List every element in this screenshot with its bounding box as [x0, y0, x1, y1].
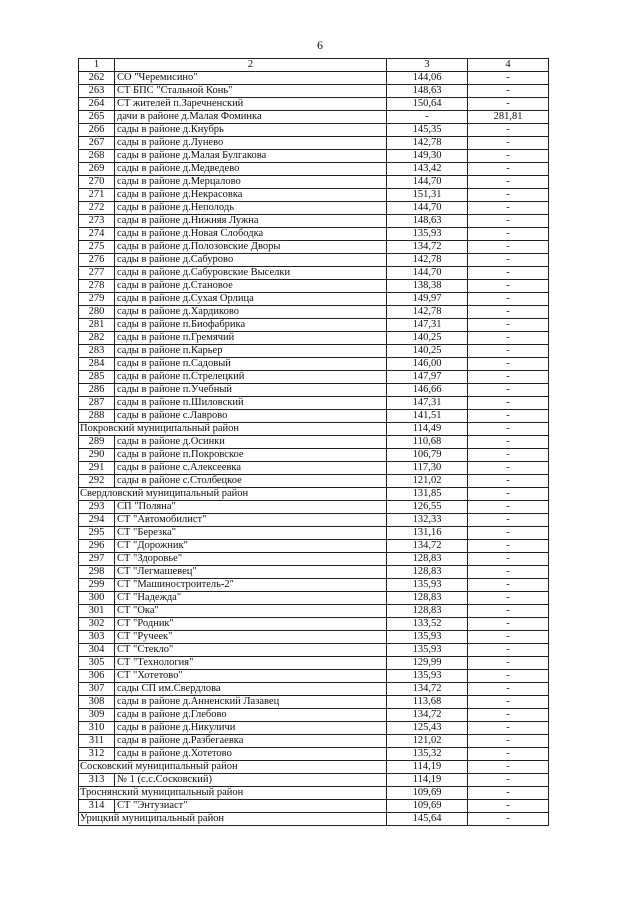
row-name: сады в районе д.Осинки — [115, 436, 387, 449]
value-col3: 135,32 — [387, 748, 468, 761]
row-number: 282 — [79, 332, 115, 345]
value-col3: 128,83 — [387, 605, 468, 618]
header-cell: 3 — [387, 59, 468, 72]
value-col3: 146,66 — [387, 384, 468, 397]
row-name: СТ "Родник" — [115, 618, 387, 631]
table-row — [79, 670, 549, 683]
header-cell: 2 — [115, 59, 387, 72]
row-number: 287 — [79, 397, 115, 410]
row-number: 286 — [79, 384, 115, 397]
value-col4: - — [468, 202, 549, 215]
value-col4: - — [468, 605, 549, 618]
row-number: 272 — [79, 202, 115, 215]
value-col3: 134,72 — [387, 241, 468, 254]
row-number: 304 — [79, 644, 115, 657]
row-number: 303 — [79, 631, 115, 644]
row-name: сады в районе д.Некрасовка — [115, 189, 387, 202]
row-name: СТ "Ока" — [115, 605, 387, 618]
value-col4: - — [468, 124, 549, 137]
value-col3: 144,70 — [387, 176, 468, 189]
table-row — [79, 176, 549, 189]
value-col4: - — [468, 527, 549, 540]
row-number: 270 — [79, 176, 115, 189]
value-col4: - — [468, 774, 549, 787]
row-name: СТ "Стекло" — [115, 644, 387, 657]
table-row — [79, 189, 549, 202]
value-col3: 135,93 — [387, 228, 468, 241]
row-number: 312 — [79, 748, 115, 761]
table-row — [79, 579, 549, 592]
row-number: 301 — [79, 605, 115, 618]
value-col3: 132,33 — [387, 514, 468, 527]
row-name: сады в районе д.Хардиково — [115, 306, 387, 319]
table-row — [79, 774, 549, 787]
row-number: 267 — [79, 137, 115, 150]
value-col4: - — [468, 176, 549, 189]
row-name: сады в районе п.Гремячий — [115, 332, 387, 345]
table-row — [79, 722, 549, 735]
value-col4: - — [468, 579, 549, 592]
value-col4: - — [468, 280, 549, 293]
row-name: СТ "Технология" — [115, 657, 387, 670]
value-col3: 128,83 — [387, 592, 468, 605]
district-name: Урицкий муниципальный район — [79, 813, 387, 826]
value-col3: 126,55 — [387, 501, 468, 514]
table-row — [79, 501, 549, 514]
value-col3: 147,31 — [387, 319, 468, 332]
row-number: 296 — [79, 540, 115, 553]
value-col3: 129,99 — [387, 657, 468, 670]
value-col4: - — [468, 670, 549, 683]
row-number: 273 — [79, 215, 115, 228]
value-col3: 145,35 — [387, 124, 468, 137]
table-row — [79, 293, 549, 306]
district-name: Сосковский муниципальный район — [79, 761, 387, 774]
value-col3: 142,78 — [387, 254, 468, 267]
data-table — [78, 58, 549, 826]
value-col3: 121,02 — [387, 475, 468, 488]
row-name: сады в районе с.Лаврово — [115, 410, 387, 423]
table-row — [79, 371, 549, 384]
row-name: сады в районе д.Новая Слободка — [115, 228, 387, 241]
row-name: сады в районе д.Сабурово — [115, 254, 387, 267]
value-col4: - — [468, 254, 549, 267]
value-col3: 113,68 — [387, 696, 468, 709]
table-row — [79, 202, 549, 215]
table-row — [79, 657, 549, 670]
value-col4: - — [468, 488, 549, 501]
row-number: 283 — [79, 345, 115, 358]
value-col4: - — [468, 150, 549, 163]
row-number: 288 — [79, 410, 115, 423]
value-col3: 151,31 — [387, 189, 468, 202]
table-row — [79, 85, 549, 98]
value-col3: 135,93 — [387, 670, 468, 683]
table-row — [79, 163, 549, 176]
row-number: 269 — [79, 163, 115, 176]
row-number: 292 — [79, 475, 115, 488]
row-name: сады в районе д.Мерцалово — [115, 176, 387, 189]
row-name: сады в районе д.Кнубрь — [115, 124, 387, 137]
value-col4: - — [468, 72, 549, 85]
value-col3: 135,93 — [387, 579, 468, 592]
value-col3: 148,63 — [387, 85, 468, 98]
value-col3: 135,93 — [387, 644, 468, 657]
group-row — [79, 761, 549, 774]
value-col3: 140,25 — [387, 332, 468, 345]
row-name: сады в районе с.Алексеевка — [115, 462, 387, 475]
group-row — [79, 423, 549, 436]
value-col4: - — [468, 657, 549, 670]
table-row — [79, 527, 549, 540]
row-name: СТ "Машиностроитель-2" — [115, 579, 387, 592]
row-name: сады в районе д.Малая Булгакова — [115, 150, 387, 163]
value-col3: 135,93 — [387, 631, 468, 644]
row-name: сады в районе д.Нижняя Лужна — [115, 215, 387, 228]
table-header-row — [79, 59, 549, 72]
value-col3: 121,02 — [387, 735, 468, 748]
value-col3: 110,68 — [387, 436, 468, 449]
table-row — [79, 397, 549, 410]
table-row — [79, 683, 549, 696]
row-number: 290 — [79, 449, 115, 462]
row-number: 278 — [79, 280, 115, 293]
page-number: 6 — [317, 38, 323, 52]
value-col4: - — [468, 436, 549, 449]
row-number: 300 — [79, 592, 115, 605]
table-row — [79, 514, 549, 527]
table-row — [79, 267, 549, 280]
row-number: 277 — [79, 267, 115, 280]
table-row — [79, 540, 549, 553]
value-col4: - — [468, 189, 549, 202]
value-col3: 144,06 — [387, 72, 468, 85]
row-number: 268 — [79, 150, 115, 163]
row-name: сады в районе д.Глебово — [115, 709, 387, 722]
value-col4: - — [468, 761, 549, 774]
value-col4: - — [468, 267, 549, 280]
value-col3: 145,64 — [387, 813, 468, 826]
value-col3: 133,52 — [387, 618, 468, 631]
row-number: 310 — [79, 722, 115, 735]
district-name: Покровский муниципальный район — [79, 423, 387, 436]
value-col3: 109,69 — [387, 800, 468, 813]
row-name: сады в районе д.Сабуровские Выселки — [115, 267, 387, 280]
table-row — [79, 254, 549, 267]
row-number: 306 — [79, 670, 115, 683]
value-col4: - — [468, 696, 549, 709]
row-name: сады в районе д.Разбегаевка — [115, 735, 387, 748]
value-col4: - — [468, 709, 549, 722]
table-row — [79, 111, 549, 124]
value-col4: - — [468, 475, 549, 488]
value-col4: - — [468, 462, 549, 475]
row-name: сады в районе д.Становое — [115, 280, 387, 293]
row-number: 263 — [79, 85, 115, 98]
table-row — [79, 306, 549, 319]
table-row — [79, 748, 549, 761]
value-col3: 142,78 — [387, 137, 468, 150]
table-row — [79, 215, 549, 228]
value-col4: - — [468, 98, 549, 111]
row-name: СТ "Хотетово" — [115, 670, 387, 683]
table-row — [79, 631, 549, 644]
table-row — [79, 644, 549, 657]
header-cell: 1 — [79, 59, 115, 72]
value-col4: - — [468, 683, 549, 696]
value-col4: - — [468, 215, 549, 228]
value-col3: 109,69 — [387, 787, 468, 800]
row-number: 307 — [79, 683, 115, 696]
value-col3: 128,83 — [387, 566, 468, 579]
value-col3: 134,72 — [387, 540, 468, 553]
table-row — [79, 592, 549, 605]
value-col3: 147,31 — [387, 397, 468, 410]
value-col3: 117,30 — [387, 462, 468, 475]
value-col4: - — [468, 384, 549, 397]
value-col3: 141,51 — [387, 410, 468, 423]
district-name: Троснянский муниципальный район — [79, 787, 387, 800]
table-row — [79, 384, 549, 397]
row-name: сады в районе п.Стрелецкий — [115, 371, 387, 384]
row-number: 313 — [79, 774, 115, 787]
value-col3: 128,83 — [387, 553, 468, 566]
value-col4: - — [468, 163, 549, 176]
table-row — [79, 605, 549, 618]
row-name: № 1 (с.с.Сосковский) — [115, 774, 387, 787]
row-name: сады в районе д.Полозовские Дворы — [115, 241, 387, 254]
row-name: СТ "Надежда" — [115, 592, 387, 605]
district-name: Свердловский муниципальный район — [79, 488, 387, 501]
row-name: СТ "Энтузиаст" — [115, 800, 387, 813]
value-col4: - — [468, 813, 549, 826]
value-col3: 106,79 — [387, 449, 468, 462]
row-number: 281 — [79, 319, 115, 332]
value-col4: - — [468, 735, 549, 748]
value-col3: 148,63 — [387, 215, 468, 228]
row-name: сады в районе п.Учебный — [115, 384, 387, 397]
value-col4: - — [468, 332, 549, 345]
value-col4: - — [468, 293, 549, 306]
table-row — [79, 150, 549, 163]
table-row — [79, 280, 549, 293]
table-row — [79, 228, 549, 241]
row-name: дачи в районе д.Малая Фоминка — [115, 111, 387, 124]
table-row — [79, 410, 549, 423]
value-col3: 140,25 — [387, 345, 468, 358]
value-col4: - — [468, 345, 549, 358]
value-col4: 281,81 — [468, 111, 549, 124]
row-name: сады в районе д.Неполодь — [115, 202, 387, 215]
row-number: 314 — [79, 800, 115, 813]
row-name: СТ "Березка" — [115, 527, 387, 540]
value-col4: - — [468, 631, 549, 644]
row-name: СТ "Легмашевец" — [115, 566, 387, 579]
table-row — [79, 319, 549, 332]
value-col3: 142,78 — [387, 306, 468, 319]
value-col3: 114,19 — [387, 761, 468, 774]
row-name: сады в районе д.Анненский Лазавец — [115, 696, 387, 709]
value-col4: - — [468, 410, 549, 423]
row-number: 308 — [79, 696, 115, 709]
row-number: 298 — [79, 566, 115, 579]
row-name: сады в районе д.Медведево — [115, 163, 387, 176]
value-col4: - — [468, 371, 549, 384]
row-name: сады в районе п.Покровское — [115, 449, 387, 462]
value-col4: - — [468, 800, 549, 813]
value-col3: 131,16 — [387, 527, 468, 540]
row-name: сады в районе п.Карьер — [115, 345, 387, 358]
table-row — [79, 566, 549, 579]
value-col4: - — [468, 722, 549, 735]
value-col3: 114,19 — [387, 774, 468, 787]
table-row — [79, 241, 549, 254]
row-name: СТ "Дорожник" — [115, 540, 387, 553]
table-row — [79, 137, 549, 150]
table-row — [79, 800, 549, 813]
row-number: 264 — [79, 98, 115, 111]
value-col3: 149,97 — [387, 293, 468, 306]
value-col4: - — [468, 423, 549, 436]
group-row — [79, 488, 549, 501]
row-number: 274 — [79, 228, 115, 241]
row-name: СО "Черемисино" — [115, 72, 387, 85]
group-row — [79, 813, 549, 826]
table-row — [79, 98, 549, 111]
row-name: сады в районе д.Хотетово — [115, 748, 387, 761]
value-col4: - — [468, 644, 549, 657]
value-col3: 146,00 — [387, 358, 468, 371]
value-col4: - — [468, 748, 549, 761]
row-name: СП "Поляна" — [115, 501, 387, 514]
row-number: 265 — [79, 111, 115, 124]
row-number: 262 — [79, 72, 115, 85]
value-col4: - — [468, 358, 549, 371]
value-col4: - — [468, 592, 549, 605]
row-number: 311 — [79, 735, 115, 748]
row-number: 271 — [79, 189, 115, 202]
table-row — [79, 735, 549, 748]
value-col3: 147,97 — [387, 371, 468, 384]
row-name: СТ "Здоровье" — [115, 553, 387, 566]
value-col4: - — [468, 618, 549, 631]
row-name: сады в районе п.Шиловский — [115, 397, 387, 410]
row-number: 266 — [79, 124, 115, 137]
table-row — [79, 358, 549, 371]
value-col3: 149,30 — [387, 150, 468, 163]
table-row — [79, 72, 549, 85]
row-name: сады в районе д.Лунево — [115, 137, 387, 150]
row-name: СТ БПС "Стальной Конь" — [115, 85, 387, 98]
row-number: 302 — [79, 618, 115, 631]
value-col4: - — [468, 137, 549, 150]
value-col3: 144,70 — [387, 267, 468, 280]
row-name: сады в районе п.Садовый — [115, 358, 387, 371]
value-col4: - — [468, 241, 549, 254]
value-col3: 138,38 — [387, 280, 468, 293]
table-row — [79, 475, 549, 488]
row-number: 275 — [79, 241, 115, 254]
table-row — [79, 332, 549, 345]
value-col4: - — [468, 553, 549, 566]
row-number: 299 — [79, 579, 115, 592]
row-number: 309 — [79, 709, 115, 722]
value-col3: 114,49 — [387, 423, 468, 436]
row-number: 276 — [79, 254, 115, 267]
value-col4: - — [468, 787, 549, 800]
value-col4: - — [468, 449, 549, 462]
row-number: 305 — [79, 657, 115, 670]
value-col4: - — [468, 540, 549, 553]
row-number: 295 — [79, 527, 115, 540]
row-name: сады СП им.Свердлова — [115, 683, 387, 696]
value-col3: 134,72 — [387, 709, 468, 722]
value-col3: 134,72 — [387, 683, 468, 696]
row-number: 297 — [79, 553, 115, 566]
row-name: СТ "Ручеек" — [115, 631, 387, 644]
value-col4: - — [468, 85, 549, 98]
table-row — [79, 696, 549, 709]
row-name: сады в районе п.Биофабрика — [115, 319, 387, 332]
row-number: 285 — [79, 371, 115, 384]
value-col4: - — [468, 566, 549, 579]
value-col4: - — [468, 397, 549, 410]
row-number: 284 — [79, 358, 115, 371]
header-cell: 4 — [468, 59, 549, 72]
table-row — [79, 436, 549, 449]
row-name: сады в районе д.Сухая Орлица — [115, 293, 387, 306]
row-number: 294 — [79, 514, 115, 527]
value-col3: 131,85 — [387, 488, 468, 501]
table-row — [79, 124, 549, 137]
value-col3: - — [387, 111, 468, 124]
row-name: сады в районе д.Никуличи — [115, 722, 387, 735]
table-row — [79, 345, 549, 358]
row-number: 279 — [79, 293, 115, 306]
row-number: 293 — [79, 501, 115, 514]
value-col4: - — [468, 306, 549, 319]
value-col3: 125,43 — [387, 722, 468, 735]
value-col3: 144,70 — [387, 202, 468, 215]
row-number: 289 — [79, 436, 115, 449]
value-col3: 143,42 — [387, 163, 468, 176]
row-name: сады в районе с.Столбецкое — [115, 475, 387, 488]
row-number: 291 — [79, 462, 115, 475]
row-name: СТ "Автомобилист" — [115, 514, 387, 527]
table-row — [79, 449, 549, 462]
table-row — [79, 709, 549, 722]
value-col4: - — [468, 501, 549, 514]
value-col4: - — [468, 228, 549, 241]
row-name: СТ жителей п.Заречненский — [115, 98, 387, 111]
value-col3: 150,64 — [387, 98, 468, 111]
table-row — [79, 462, 549, 475]
value-col4: - — [468, 319, 549, 332]
table-row — [79, 618, 549, 631]
table-row — [79, 553, 549, 566]
value-col4: - — [468, 514, 549, 527]
row-number: 280 — [79, 306, 115, 319]
group-row — [79, 787, 549, 800]
